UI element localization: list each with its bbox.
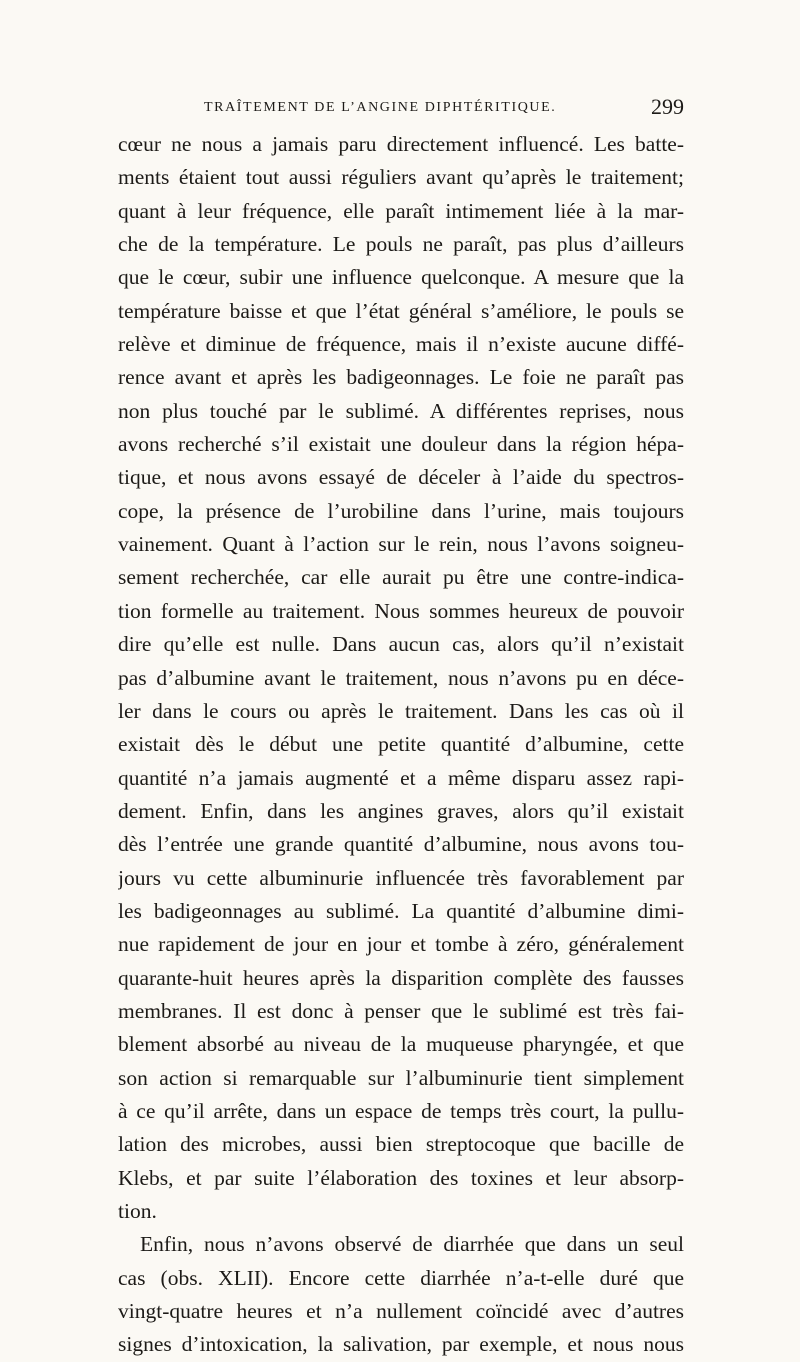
text-line: existait dès le début une petite quantité d’albumine, cette [118,732,684,757]
text-line: non plus touché par le sublimé. A différentes reprises, nous [118,398,684,423]
paragraph-end-line: tion. [118,1199,157,1223]
paragraph-start-line: Enfin, nous n’avons observé de diarrhée que dans un seul [140,1232,684,1257]
text-line: relève et diminue de fréquence, mais il n’existe aucune diffé- [118,332,684,357]
page-number: 299 [651,94,684,119]
text-line: ments étaient tout aussi réguliers avant qu’après le traitement; [118,165,684,190]
text-line: tion formelle au traitement. Nous sommes heureux de pouvoir [118,598,684,623]
text-line: nue rapidement de jour en jour et tombe à zéro, généralement [118,932,684,957]
text-line: ler dans le cours ou après le traitement. Dans les cas où il [118,698,684,723]
text-line: quarante-huit heures après la disparition complète des fausses [118,965,684,990]
text-line: Klebs, et par suite l’élaboration des toxines et leur absorp- [118,1165,684,1190]
text-line: les badigeonnages au sublimé. La quantité d’albumine dimi- [118,898,684,923]
text-line: que le cœur, subir une influence quelconque. A mesure que la [118,265,684,290]
text-line: sement recherchée, car elle aurait pu être une contre-indica- [118,565,684,590]
text-line: à ce qu’il arrête, dans un espace de temps très court, la pullu- [118,1098,684,1123]
text-line: quant à leur fréquence, elle paraît intimement liée à la mar- [118,198,684,223]
text-line: dire qu’elle est nulle. Dans aucun cas, alors qu’il n’existait [118,632,684,657]
text-line: cas (obs. XLII). Encore cette diarrhée n’a-t-elle duré que [118,1265,684,1290]
running-title: TRAÎTEMENT DE L’ANGINE DIPHTÉRITIQUE. [204,100,557,115]
text-line: pas d’albumine avant le traitement, nous n’avons pu en déce- [118,665,684,690]
text-line: membranes. Il est donc à penser que le sublimé est très fai- [118,998,684,1023]
text-line: température baisse et que l’état général s’améliore, le pouls se [118,298,684,323]
text-line: dement. Enfin, dans les angines graves, alors qu’il existait [118,798,684,823]
text-line: cope, la présence de l’urobiline dans l’urine, mais toujours [118,498,684,523]
text-line: avons recherché s’il existait une douleur dans la région hépa- [118,432,684,457]
body-text [118,128,684,1362]
text-line: cœur ne nous a jamais paru directement influencé. Les batte- [118,132,684,156]
text-line: jours vu cette albuminurie influencée très favorablement par [118,865,684,890]
text-line: quantité n’a jamais augmenté et a même disparu assez rapi- [118,765,684,790]
text-line: blement absorbé au niveau de la muqueuse pharyngée, et que [118,1032,684,1057]
text-line: vainement. Quant à l’action sur le rein, nous l’avons soigneu- [118,532,684,557]
text-line: dès l’entrée une grande quantité d’albumine, nous avons tou- [118,832,684,857]
running-head [118,94,684,120]
text-line: signes d’intoxication, la salivation, par exemple, et nous nous [118,1332,684,1357]
text-line: che de la température. Le pouls ne paraît, pas plus d’ailleurs [118,232,684,257]
text-line: vingt-quatre heures et n’a nullement coïncidé avec d’autres [118,1299,684,1324]
text-line: lation des microbes, aussi bien streptocoque que bacille de [118,1132,684,1157]
text-line: son action si remarquable sur l’albuminurie tient simplement [118,1065,684,1090]
text-line: rence avant et après les badigeonnages. Le foie ne paraît pas [118,365,684,390]
text-line: tique, et nous avons essayé de déceler à l’aide du spectros- [118,465,684,490]
